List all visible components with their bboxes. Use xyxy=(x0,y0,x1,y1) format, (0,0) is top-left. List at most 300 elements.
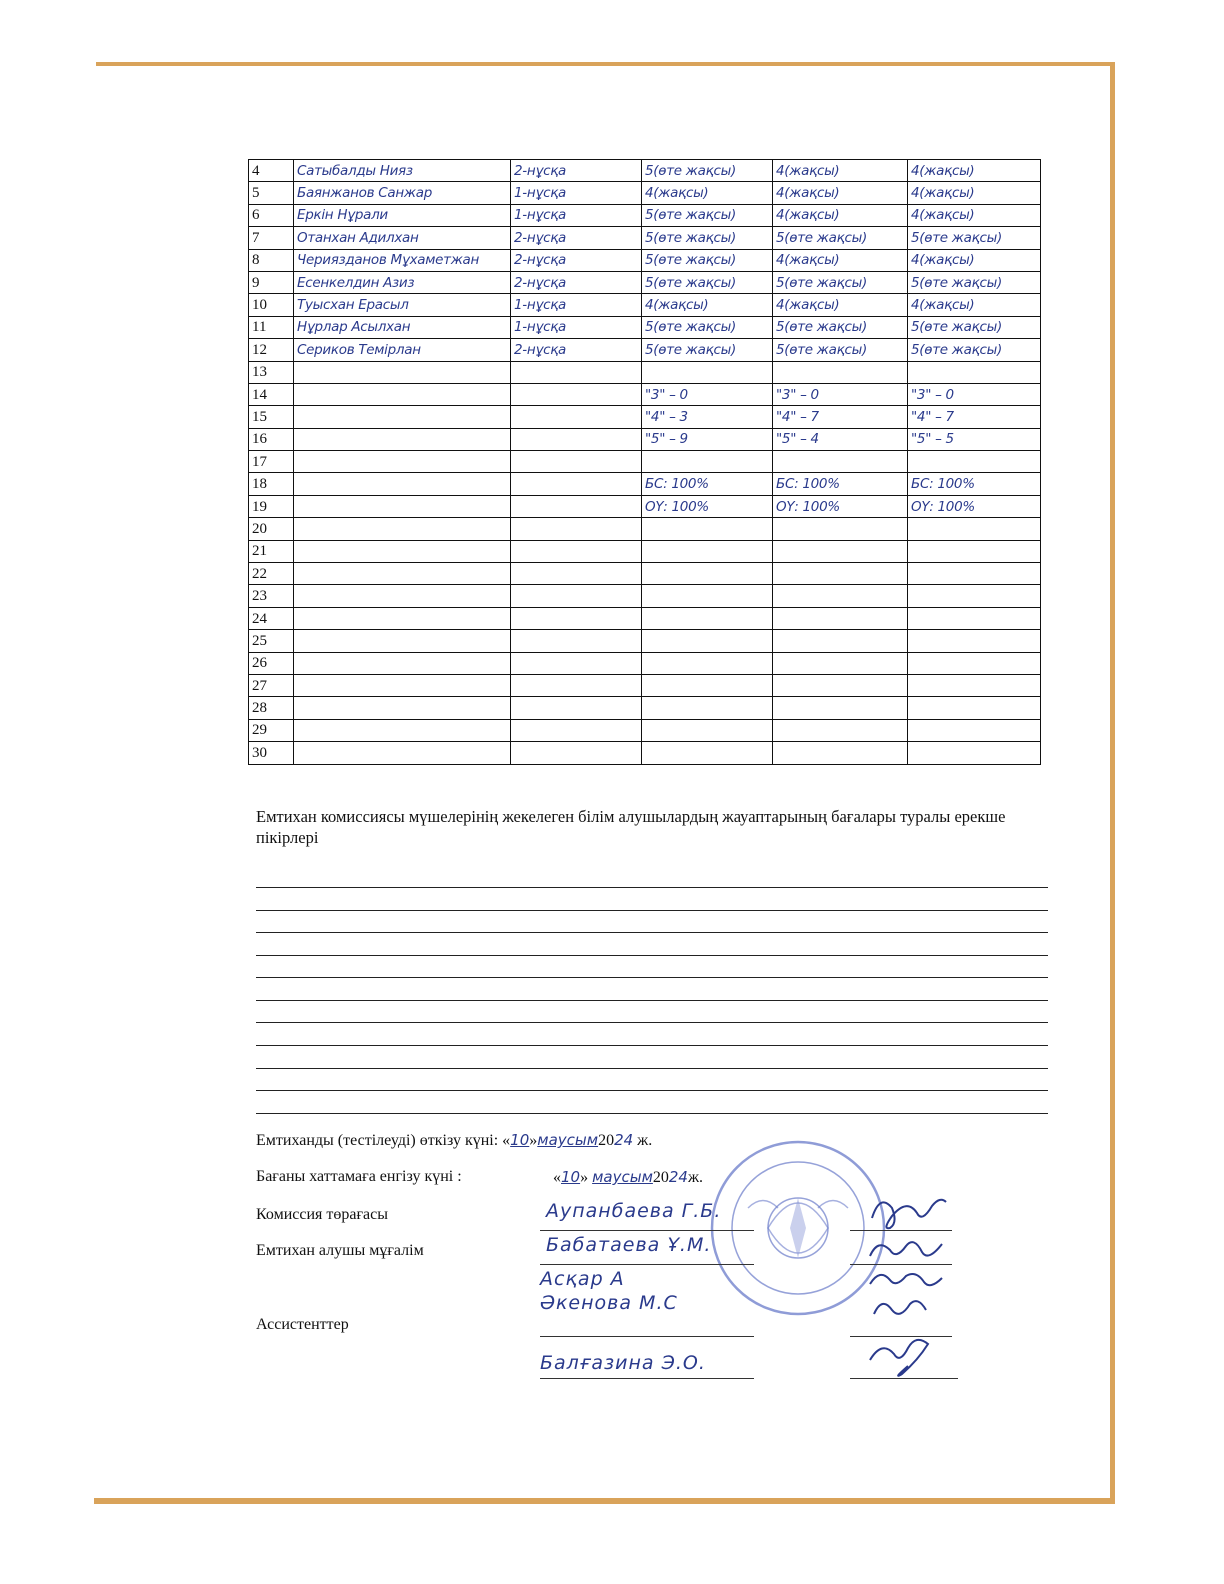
table-row xyxy=(249,316,1041,338)
grade-1-cell xyxy=(642,518,773,540)
variant-cell xyxy=(511,719,642,741)
row-number: 25 xyxy=(252,632,267,649)
row-number: 6 xyxy=(252,207,260,224)
grade-2-cell xyxy=(773,182,908,204)
grade-3-cell xyxy=(908,182,1041,204)
table-row xyxy=(249,607,1041,629)
row-number-cell xyxy=(249,339,294,361)
remarks-line xyxy=(256,977,1048,978)
student-name-cell xyxy=(294,316,511,338)
row-number-cell xyxy=(249,406,294,428)
grade-1-cell xyxy=(642,361,773,383)
student-name-cell xyxy=(294,271,511,293)
grade-3-cell xyxy=(908,428,1041,450)
variant-cell xyxy=(511,652,642,674)
assistant-name-3: Балғазина Э.О. xyxy=(540,1352,706,1374)
grade-1-cell xyxy=(642,249,773,271)
variant-cell xyxy=(511,518,642,540)
row-number-cell xyxy=(249,652,294,674)
grade-3-cell xyxy=(908,271,1041,293)
table-row xyxy=(249,339,1041,361)
row-number-cell xyxy=(249,585,294,607)
remarks-line xyxy=(256,955,1048,956)
row-number: 9 xyxy=(252,274,260,291)
student-name-cell xyxy=(294,630,511,652)
grade-3: 4(жақсы) xyxy=(911,252,975,269)
entry-date-label: Бағаны хаттамаға енгізу күні : xyxy=(256,1168,462,1185)
grade-2-cell xyxy=(773,204,908,226)
grade-1: "3" – 0 xyxy=(645,386,688,403)
grade-2-cell xyxy=(773,227,908,249)
grade-1-cell xyxy=(642,585,773,607)
row-number: 14 xyxy=(252,386,267,403)
student-name-cell xyxy=(294,451,511,473)
assistant-line xyxy=(540,1336,754,1337)
table-row xyxy=(249,742,1041,764)
variant: 1-нұсқа xyxy=(514,185,567,202)
row-number-cell xyxy=(249,451,294,473)
grade-1-cell xyxy=(642,227,773,249)
variant-cell xyxy=(511,674,642,696)
grade-3-cell xyxy=(908,473,1041,495)
variant-cell xyxy=(511,697,642,719)
grade-3: 5(өте жақсы) xyxy=(911,341,1002,358)
grade-3: 4(жақсы) xyxy=(911,297,975,314)
chair-signature xyxy=(862,1188,952,1234)
grade-2: 4(жақсы) xyxy=(776,252,840,269)
student-name-cell xyxy=(294,406,511,428)
teacher-name-line xyxy=(540,1264,754,1265)
grade-2-cell xyxy=(773,249,908,271)
grade-1-cell xyxy=(642,294,773,316)
student-name-cell xyxy=(294,227,511,249)
variant: 2-нұсқа xyxy=(514,252,567,269)
grade-3-cell xyxy=(908,674,1041,696)
student-name: Сериков Темірлан xyxy=(297,341,421,358)
grade-2-cell xyxy=(773,495,908,517)
variant-cell xyxy=(511,742,642,764)
remarks-title: Емтихан комиссиясы мүшелерінің жекелеген білім алушылардың жауаптарының бағалары туралы ерекше пікірлері xyxy=(256,807,1006,847)
student-name-cell xyxy=(294,204,511,226)
table-row xyxy=(249,271,1041,293)
grade-1: ОҮ: 100% xyxy=(645,498,709,515)
row-number: 4 xyxy=(252,162,260,179)
row-number: 23 xyxy=(252,588,267,605)
remarks-line xyxy=(256,1022,1048,1023)
grade-3-cell xyxy=(908,495,1041,517)
grade-1: "5" – 9 xyxy=(645,431,688,448)
grade-1-cell xyxy=(642,383,773,405)
table-row xyxy=(249,406,1041,428)
table-row xyxy=(249,674,1041,696)
grade-2: 4(жақсы) xyxy=(776,297,840,314)
grade-3-cell xyxy=(908,742,1041,764)
assistants-label: Ассистенттер xyxy=(256,1316,349,1333)
row-number-cell xyxy=(249,540,294,562)
row-number: 19 xyxy=(252,498,267,515)
grade-1-cell xyxy=(642,204,773,226)
row-number: 18 xyxy=(252,476,267,493)
assistant-name-2: Әкенова М.С xyxy=(540,1292,678,1314)
variant-cell xyxy=(511,428,642,450)
grade-1: 4(жақсы) xyxy=(645,297,709,314)
assistant-signatures xyxy=(860,1264,954,1326)
grade-2-cell xyxy=(773,451,908,473)
grade-3-cell xyxy=(908,607,1041,629)
teacher-label: Емтихан алушы мұғалім xyxy=(256,1242,424,1259)
grade-1-cell xyxy=(642,540,773,562)
row-number-cell xyxy=(249,495,294,517)
variant-cell xyxy=(511,495,642,517)
chair-name: Аупанбаева Г.Б. xyxy=(546,1200,722,1222)
teacher-name: Бабатаева Ұ.М. xyxy=(546,1234,712,1256)
variant: 2-нұсқа xyxy=(514,162,567,179)
grade-1-cell xyxy=(642,428,773,450)
table-row xyxy=(249,182,1041,204)
row-number-cell xyxy=(249,249,294,271)
row-number-cell xyxy=(249,316,294,338)
grade-2-cell xyxy=(773,361,908,383)
grade-3: 5(өте жақсы) xyxy=(911,274,1002,291)
grade-3-cell xyxy=(908,518,1041,540)
chair-name-line xyxy=(540,1230,754,1231)
grade-3-cell xyxy=(908,697,1041,719)
remarks-line xyxy=(256,1113,1048,1114)
grade-1-cell xyxy=(642,563,773,585)
grade-3: "3" – 0 xyxy=(911,386,954,403)
grade-1-cell xyxy=(642,652,773,674)
grade-2: 5(өте жақсы) xyxy=(776,341,867,358)
variant-cell xyxy=(511,563,642,585)
row-number: 17 xyxy=(252,453,267,470)
grade-3-cell xyxy=(908,451,1041,473)
row-number: 10 xyxy=(252,297,267,314)
grade-1-cell xyxy=(642,406,773,428)
row-number-cell xyxy=(249,361,294,383)
grade-2: ОҮ: 100% xyxy=(776,498,840,515)
student-name-cell xyxy=(294,495,511,517)
row-number: 16 xyxy=(252,431,267,448)
variant-cell xyxy=(511,406,642,428)
grade-3-cell xyxy=(908,204,1041,226)
student-name: Нұрлар Асылхан xyxy=(297,319,411,336)
variant: 2-нұсқа xyxy=(514,274,567,291)
grade-1-cell xyxy=(642,271,773,293)
student-name-cell xyxy=(294,339,511,361)
row-number: 29 xyxy=(252,722,267,739)
student-name: Есенкелдин Азиз xyxy=(297,274,415,291)
grade-3: 5(өте жақсы) xyxy=(911,319,1002,336)
grade-3-cell xyxy=(908,630,1041,652)
grade-2-cell xyxy=(773,316,908,338)
row-number-cell xyxy=(249,607,294,629)
grade-1-cell xyxy=(642,473,773,495)
variant-cell xyxy=(511,361,642,383)
row-number-cell xyxy=(249,697,294,719)
row-number: 7 xyxy=(252,229,260,246)
student-name-cell xyxy=(294,428,511,450)
variant-cell xyxy=(511,227,642,249)
grade-2-cell xyxy=(773,674,908,696)
paper-edge-bottom xyxy=(94,1498,1115,1504)
remarks-line xyxy=(256,910,1048,911)
grade-2-cell xyxy=(773,339,908,361)
variant-cell xyxy=(511,294,642,316)
table-row xyxy=(249,294,1041,316)
table-row xyxy=(249,585,1041,607)
grade-1-cell xyxy=(642,339,773,361)
row-number: 30 xyxy=(252,744,267,761)
variant-cell xyxy=(511,451,642,473)
grade-2-cell xyxy=(773,652,908,674)
grade-3: 5(өте жақсы) xyxy=(911,229,1002,246)
variant-cell xyxy=(511,540,642,562)
variant-cell xyxy=(511,630,642,652)
grade-1: 5(өте жақсы) xyxy=(645,341,736,358)
grade-1-cell xyxy=(642,495,773,517)
row-number: 21 xyxy=(252,543,267,560)
table-row xyxy=(249,428,1041,450)
grade-3: "5" – 5 xyxy=(911,431,954,448)
grade-2: 4(жақсы) xyxy=(776,162,840,179)
row-number: 28 xyxy=(252,700,267,717)
student-name-cell xyxy=(294,652,511,674)
grade-3: БС: 100% xyxy=(911,476,975,493)
table-row xyxy=(249,204,1041,226)
row-number: 12 xyxy=(252,341,267,358)
grade-2: 5(өте жақсы) xyxy=(776,229,867,246)
grade-2-cell xyxy=(773,428,908,450)
grade-2: 4(жақсы) xyxy=(776,185,840,202)
variant: 2-нұсқа xyxy=(514,229,567,246)
variant-cell xyxy=(511,271,642,293)
variant-cell xyxy=(511,607,642,629)
variant-cell xyxy=(511,249,642,271)
student-name-cell xyxy=(294,742,511,764)
student-name-cell xyxy=(294,249,511,271)
grade-3-cell xyxy=(908,540,1041,562)
grade-3: 4(жақсы) xyxy=(911,207,975,224)
grade-1: 5(өте жақсы) xyxy=(645,229,736,246)
grade-1-cell xyxy=(642,451,773,473)
row-number-cell xyxy=(249,473,294,495)
grade-2: "3" – 0 xyxy=(776,386,819,403)
grade-3-cell xyxy=(908,652,1041,674)
grade-1-cell xyxy=(642,607,773,629)
remarks-line xyxy=(256,1045,1048,1046)
student-name-cell xyxy=(294,160,511,182)
variant-cell xyxy=(511,383,642,405)
row-number: 11 xyxy=(252,319,267,336)
grade-1-cell xyxy=(642,316,773,338)
grade-1-cell xyxy=(642,697,773,719)
grade-1-cell xyxy=(642,742,773,764)
variant: 1-нұсқа xyxy=(514,319,567,336)
variant-cell xyxy=(511,339,642,361)
grade-1: 5(өте жақсы) xyxy=(645,319,736,336)
variant-cell xyxy=(511,204,642,226)
grade-2-cell xyxy=(773,518,908,540)
student-name-cell xyxy=(294,361,511,383)
grade-2-cell xyxy=(773,294,908,316)
student-name-cell xyxy=(294,563,511,585)
grade-3-cell xyxy=(908,563,1041,585)
student-name-cell xyxy=(294,607,511,629)
student-name: Чериязданов Мұхаметжан xyxy=(297,252,480,269)
table-row xyxy=(249,249,1041,271)
table-row xyxy=(249,719,1041,741)
exam-date: Емтиханды (тестілеуді) өткізу күні: «10»маусым2024 ж. xyxy=(256,1131,653,1149)
grade-3-cell xyxy=(908,339,1041,361)
grade-2-cell xyxy=(773,406,908,428)
row-number: 24 xyxy=(252,610,267,627)
row-number-cell xyxy=(249,518,294,540)
grade-3: 4(жақсы) xyxy=(911,185,975,202)
table-row xyxy=(249,652,1041,674)
student-name-cell xyxy=(294,383,511,405)
grade-1: БС: 100% xyxy=(645,476,709,493)
grade-1: "4" – 3 xyxy=(645,408,688,425)
student-name-cell xyxy=(294,697,511,719)
grade-2: "5" – 4 xyxy=(776,431,819,448)
row-number-cell xyxy=(249,630,294,652)
assistant-line xyxy=(540,1378,754,1379)
student-name-cell xyxy=(294,473,511,495)
grade-2-cell xyxy=(773,540,908,562)
assistant-name-1: Асқар А xyxy=(540,1268,625,1290)
grade-3-cell xyxy=(908,585,1041,607)
grade-2-cell xyxy=(773,473,908,495)
grade-2-cell xyxy=(773,630,908,652)
grade-3-cell xyxy=(908,361,1041,383)
student-name: Отанхан Адилхан xyxy=(297,229,419,246)
grade-2-cell xyxy=(773,383,908,405)
variant: 1-нұсқа xyxy=(514,297,567,314)
remarks-line xyxy=(256,887,1048,888)
grade-1: 5(өте жақсы) xyxy=(645,207,736,224)
grade-2-cell xyxy=(773,607,908,629)
remarks-line xyxy=(256,1000,1048,1001)
student-name-cell xyxy=(294,182,511,204)
grade-2-cell xyxy=(773,563,908,585)
row-number: 8 xyxy=(252,252,260,269)
row-number-cell xyxy=(249,428,294,450)
variant: 2-нұсқа xyxy=(514,341,567,358)
grade-2-cell xyxy=(773,160,908,182)
table-row xyxy=(249,563,1041,585)
table-row xyxy=(249,160,1041,182)
variant-cell xyxy=(511,316,642,338)
row-number: 5 xyxy=(252,185,260,202)
row-number: 20 xyxy=(252,520,267,537)
student-name-cell xyxy=(294,294,511,316)
grade-3: ОҮ: 100% xyxy=(911,498,975,515)
table-row xyxy=(249,495,1041,517)
row-number: 13 xyxy=(252,364,267,381)
assistant-signature-3 xyxy=(858,1330,948,1382)
grade-2: 5(өте жақсы) xyxy=(776,274,867,291)
paper-edge-right xyxy=(1110,62,1115,1504)
student-name-cell xyxy=(294,518,511,540)
table-row xyxy=(249,451,1041,473)
row-number: 22 xyxy=(252,565,267,582)
grade-3-cell xyxy=(908,383,1041,405)
grade-3-cell xyxy=(908,406,1041,428)
row-number-cell xyxy=(249,563,294,585)
grade-2: БС: 100% xyxy=(776,476,840,493)
chair-label: Комиссия төрағасы xyxy=(256,1206,388,1223)
student-name: Баянжанов Санжар xyxy=(297,185,432,202)
remarks-line xyxy=(256,1090,1048,1091)
row-number-cell xyxy=(249,294,294,316)
grade-3-cell xyxy=(908,294,1041,316)
row-number-cell xyxy=(249,160,294,182)
row-number-cell xyxy=(249,742,294,764)
student-name-cell xyxy=(294,585,511,607)
grade-3-cell xyxy=(908,316,1041,338)
row-number: 27 xyxy=(252,677,267,694)
row-number-cell xyxy=(249,719,294,741)
row-number: 26 xyxy=(252,655,267,672)
grade-1-cell xyxy=(642,630,773,652)
grade-3-cell xyxy=(908,227,1041,249)
remarks-line xyxy=(256,1068,1048,1069)
grade-1: 5(өте жақсы) xyxy=(645,162,736,179)
grade-1-cell xyxy=(642,160,773,182)
variant-cell xyxy=(511,182,642,204)
grade-2: 4(жақсы) xyxy=(776,207,840,224)
grade-1: 5(өте жақсы) xyxy=(645,252,736,269)
variant-cell xyxy=(511,473,642,495)
row-number: 15 xyxy=(252,408,267,425)
grade-3: "4" – 7 xyxy=(911,408,954,425)
entry-date-value: «10» маусым2024ж. xyxy=(553,1168,704,1186)
row-number-cell xyxy=(249,182,294,204)
grade-3: 4(жақсы) xyxy=(911,162,975,179)
table-row xyxy=(249,630,1041,652)
grades-table xyxy=(248,159,1041,765)
table-row xyxy=(249,227,1041,249)
table-row xyxy=(249,540,1041,562)
table-row xyxy=(249,518,1041,540)
grade-2: 5(өте жақсы) xyxy=(776,319,867,336)
table-row xyxy=(249,473,1041,495)
row-number-cell xyxy=(249,383,294,405)
grade-3-cell xyxy=(908,249,1041,271)
grade-2-cell xyxy=(773,271,908,293)
row-number-cell xyxy=(249,674,294,696)
teacher-signature xyxy=(862,1232,952,1268)
row-number-cell xyxy=(249,204,294,226)
variant-cell xyxy=(511,585,642,607)
student-name-cell xyxy=(294,540,511,562)
variant-cell xyxy=(511,160,642,182)
grade-1-cell xyxy=(642,719,773,741)
student-name-cell xyxy=(294,719,511,741)
student-name: Сатыбалды Нияз xyxy=(297,162,413,179)
grade-1: 5(өте жақсы) xyxy=(645,274,736,291)
table-row xyxy=(249,383,1041,405)
row-number-cell xyxy=(249,271,294,293)
grade-2: "4" – 7 xyxy=(776,408,819,425)
remarks-line xyxy=(256,932,1048,933)
grade-2-cell xyxy=(773,742,908,764)
grade-1: 4(жақсы) xyxy=(645,185,709,202)
grade-1-cell xyxy=(642,674,773,696)
student-name: Еркін Нұрали xyxy=(297,207,388,224)
table-row xyxy=(249,361,1041,383)
grade-3-cell xyxy=(908,160,1041,182)
